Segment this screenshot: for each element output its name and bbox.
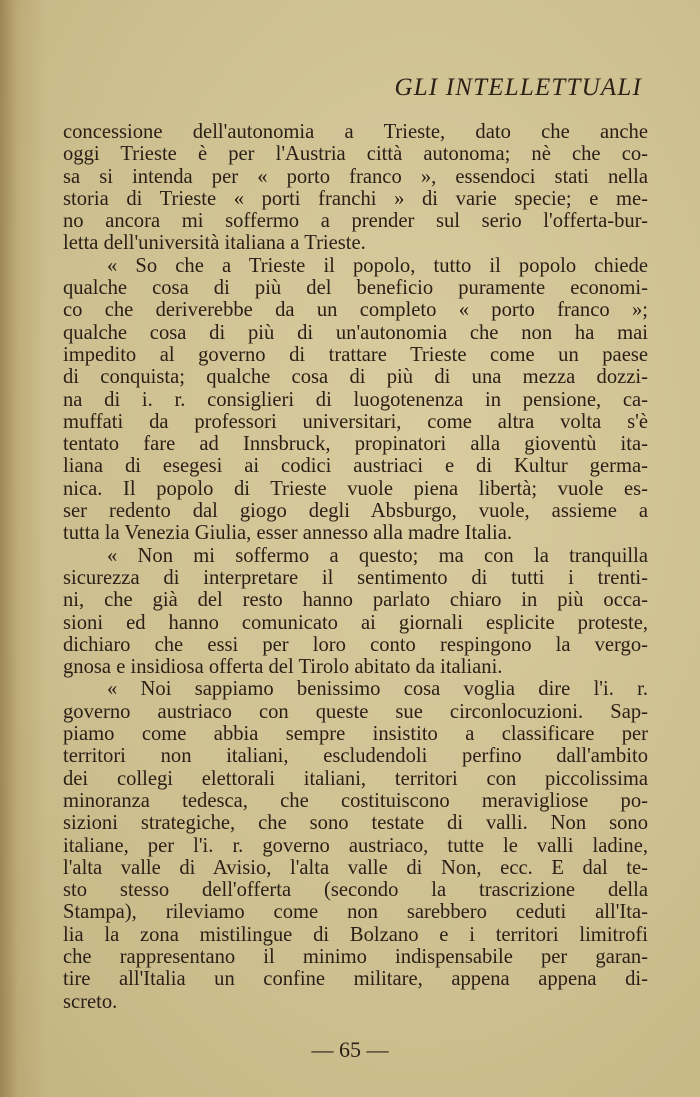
text-line: che rappresentano il minimo indispensabile per garan-: [63, 945, 648, 968]
text-line: territori non italiani, escludendoli perfino dall'ambito: [63, 745, 648, 768]
text-line: dichiaro che essi per loro conto respingono la vergo-: [63, 633, 648, 656]
text-line: liana di esegesi ai codici austriaci e di Kultur germa-: [63, 455, 648, 478]
text-line: tire all'Italia un confine militare, appena appena di-: [63, 968, 648, 991]
text-line: concessione dell'autonomia a Trieste, dato che anche: [63, 121, 648, 143]
text-line: sa si intenda per « porto franco », essendoci stati nella: [63, 165, 648, 188]
text-line: dei collegi elettorali italiani, territori con piccolissima: [63, 767, 648, 790]
text-line: gnosa e insidiosa offerta del Tirolo abitato da italiani.: [63, 656, 503, 679]
text-line: sto stesso dell'offerta (secondo la trascrizione della: [63, 879, 648, 902]
text-line: l'alta valle di Avisio, l'alta valle di Non, ecc. E dal te-: [63, 856, 648, 879]
text-line: sicurezza di interpretare il sentimento di tutti i trenti-: [63, 566, 648, 589]
text-line: ser redento dal giogo degli Absburgo, vuole, assieme a: [63, 500, 648, 523]
text-line: na di i. r. consiglieri di luogotenenza in pensione, ca-: [63, 388, 648, 411]
body-text: [63, 121, 648, 1013]
text-line: governo austriaco con queste sue circonlocuzioni. Sap-: [63, 700, 648, 723]
text-line: « So che a Trieste il popolo, tutto il popolo chiede: [107, 254, 648, 277]
text-line: storia di Trieste « porti franchi » di varie specie; e me-: [63, 187, 648, 210]
text-line: di conquista; qualche cosa di più di una mezza dozzi-: [63, 366, 648, 389]
text-line: qualche cosa di più di un'autonomia che non ha mai: [63, 321, 648, 344]
text-line: qualche cosa di più del beneficio puramente economi-: [63, 277, 648, 300]
page-number: — 65 —: [311, 1037, 389, 1062]
text-line: tentato fare ad Innsbruck, propinatori alla gioventù ita-: [63, 433, 648, 456]
text-line: muffati da professori universitari, come altra volta s'è: [63, 410, 648, 433]
text-line: minoranza tedesca, che costituiscono meravigliose po-: [63, 789, 648, 812]
text-line: Stampa), rileviamo come non sarebbero ceduti all'Ita-: [63, 901, 648, 924]
text-line: nica. Il popolo di Trieste vuole piena libertà; vuole es-: [63, 477, 648, 500]
text-line: sizioni strategiche, che sono testate di valli. Non sono: [63, 812, 648, 835]
running-title: GLI INTELLETTUALI: [394, 74, 642, 101]
text-line: piamo come abbia sempre insistito a classificare per: [63, 723, 648, 746]
text-line: letta dell'università italiana a Trieste.: [63, 232, 366, 255]
text-line: oggi Trieste è per l'Austria città autonoma; nè che co-: [63, 143, 648, 166]
text-line: screto.: [63, 990, 118, 1013]
text-line: co che deriverebbe da un completo « porto franco »;: [63, 299, 648, 322]
text-line: ni, che già del resto hanno parlato chiaro in più occa-: [63, 589, 648, 612]
text-line: tutta la Venezia Giulia, esser annesso alla madre Italia.: [63, 522, 513, 545]
text-line: impedito al governo di trattare Trieste come un paese: [63, 343, 648, 366]
text-line: « Noi sappiamo benissimo cosa voglia dire l'i. r.: [107, 678, 648, 701]
text-line: sioni ed hanno comunicato ai giornali esplicite proteste,: [63, 611, 648, 634]
text-line: lia la zona mistilingue di Bolzano e i territori limitrofi: [63, 923, 648, 946]
text-line: no ancora mi soffermo a prender sul serio l'offerta-bur-: [63, 210, 648, 233]
text-line: « Non mi soffermo a questo; ma con la tranquilla: [107, 544, 648, 567]
text-line: italiane, per l'i. r. governo austriaco, tutte le valli ladine,: [63, 834, 648, 857]
